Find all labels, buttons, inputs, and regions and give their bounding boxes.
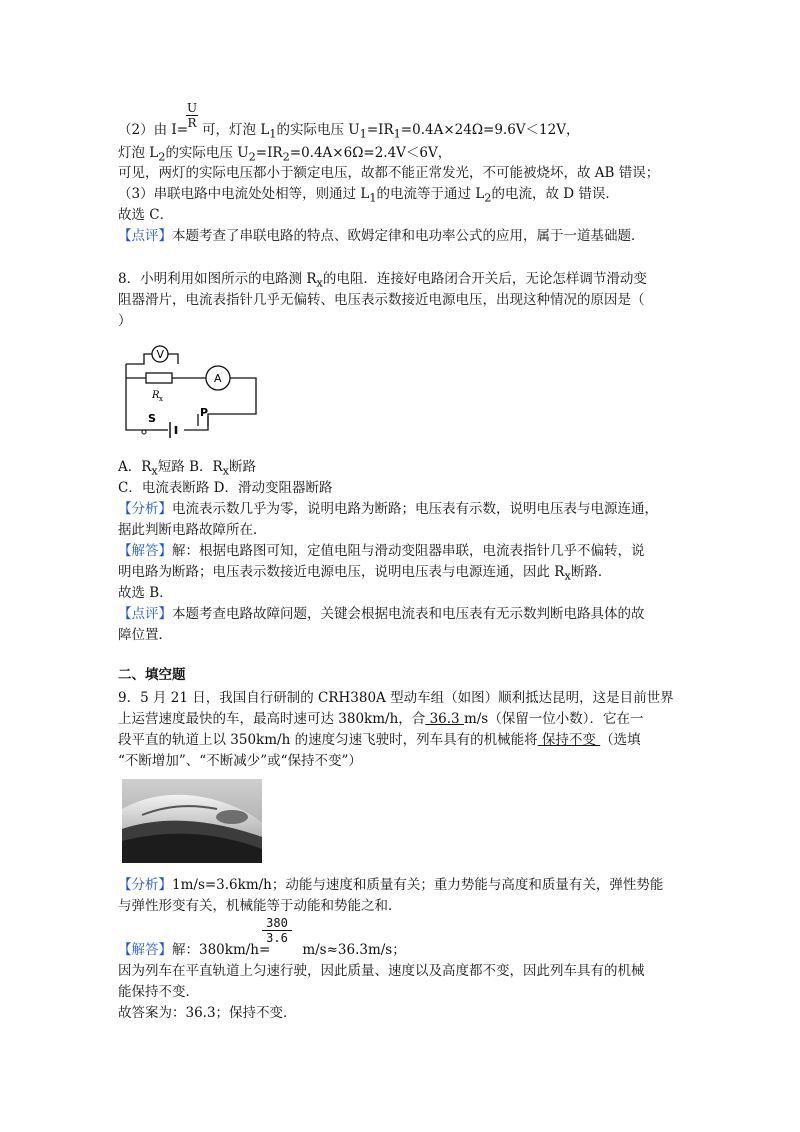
q9-answer-3: 能保持不变． (118, 984, 199, 1000)
answer-blank-2: 保持不变 (537, 732, 601, 748)
resistor-label: R (152, 390, 160, 401)
answer-tag: 【解答】 (118, 543, 172, 559)
comment-tag: 【点评】 (118, 606, 172, 622)
q8-analysis-1: 【分析】电流表示数几乎为零，说明电路为断路；电压表有示数，说明电压表与电源连通， (118, 501, 658, 517)
resistor-symbol (146, 373, 172, 383)
q8-analysis-2: 据此判断电路故障所在． (118, 522, 267, 538)
fraction-numerator: 380 (266, 916, 288, 930)
q9-analysis-1: 【分析】1m/s=3.6km/h；动能与速度和质量有关；重力势能与高度和质量有关，弹性势能 (118, 877, 664, 893)
q8-comment-1: 【点评】本题考查电路故障问题，关键会根据电流表和电压表有无示数判断电路具体的故 (118, 606, 645, 622)
q8-answer-3: 故选 B． (118, 585, 173, 601)
q7-line-4: （3）串联电路中电流处处相等，则通过 $L_1$的电流等于通过 $L_2$的电流，故 D 错误． (118, 186, 619, 205)
q9-stem-1: 9．5 月 21 日，我国自行研制的 CRH380A 型动车组（如图）顺利抵达昆明，这是目前世界 (118, 690, 674, 706)
q9-stem-3: 段平直的轨道上以 350km/h 的速度匀速飞驶时，列车具有的机械能将 保持不变 （选填 (118, 732, 641, 748)
q7-line-1: （2）由 I= 可，灯泡 $L_1$的实际电压 $U_1=IR_1=0.4A\times 24\Omega=9.6V<12V$， (118, 122, 580, 141)
q8-answer-2: 明电路为断路；电压表示数接近电源电压，说明电压表与电源连通，因此 $R_x$断路． (118, 564, 612, 583)
q9-answer-4: 故答案为：36.3；保持不变． (118, 1005, 297, 1021)
ammeter-label: A (214, 372, 222, 385)
switch-label: S (148, 412, 156, 425)
q8-comment-2: 障位置． (118, 627, 172, 643)
q8-options-ab: A．$R_x$短路 B．$R_x$断路 (118, 459, 257, 478)
q8-options-cd: C．电流表断路 D．滑动变阻器断路 (118, 480, 333, 496)
q7-comment: 【点评】本题考查了串联电路的特点、欧姆定律和电功率公式的应用，属于一道基础题． (118, 228, 645, 244)
q8-stem-2: 阻器滑片，电流表指针几乎无偏转、电压表示数接近电源电压，出现这种情况的原因是（ (118, 292, 645, 308)
q9-stem-2: 上运营速度最快的车，最高时速可达 380km/h，合 36.3 m/s（保留一位小数）．它在一 (118, 711, 644, 727)
section-title: 二、填空题 (118, 667, 186, 683)
q8-stem-1: 8．小明利用如图所示的电路测 $R_x$的电阻．连接好电路闭合开关后，无论怎样调节滑动变 (118, 271, 647, 290)
q9-answer-2: 因为列车在平直轨道上匀速行驶，因此质量、速度以及高度都不变，因此列车具有的机械 (118, 963, 645, 979)
q8-stem-3: ） (118, 313, 132, 329)
q9-analysis-2: 与弹性形变有关，机械能等于动能和势能之和． (118, 898, 402, 914)
q9-stem-4: “不断增加”、“不断减少”或“保持不变”） (118, 753, 362, 769)
fraction-denominator: 3.6 (262, 930, 292, 945)
q7-line-3: 可见，两灯的实际电压都小于额定电压，故都不能正常发光，不可能被烧坏，故 AB 错误； (118, 165, 660, 181)
answer-blank-1: 36.3 (425, 711, 464, 727)
analysis-tag: 【分析】 (118, 501, 172, 517)
resistor-subscript: x (159, 395, 163, 403)
circuit-diagram (116, 340, 266, 446)
voltmeter-label: V (156, 348, 165, 361)
slider-label: P (200, 406, 209, 419)
q8-answer-1: 【解答】解：根据电路图可知，定值电阻与滑动变阻器串联，电流表指针几乎不偏转，说 (118, 543, 645, 559)
fraction-denominator: R (187, 116, 197, 130)
analysis-tag: 【分析】 (118, 877, 172, 893)
fraction-numerator: U (186, 101, 198, 115)
answer-tag: 【解答】 (118, 942, 172, 958)
q9-answer-1: 【解答】解：380km/h= m/s≈36.3m/s； (118, 942, 406, 958)
q7-line-2: 灯泡 $L_2$的实际电压 $U_2=IR_2=0.4A\times 6\Omega=2.4V<6V$， (118, 145, 452, 164)
q7-line-5: 故选 C． (118, 207, 174, 223)
train-photo (122, 779, 262, 863)
comment-tag: 【点评】 (118, 228, 172, 244)
